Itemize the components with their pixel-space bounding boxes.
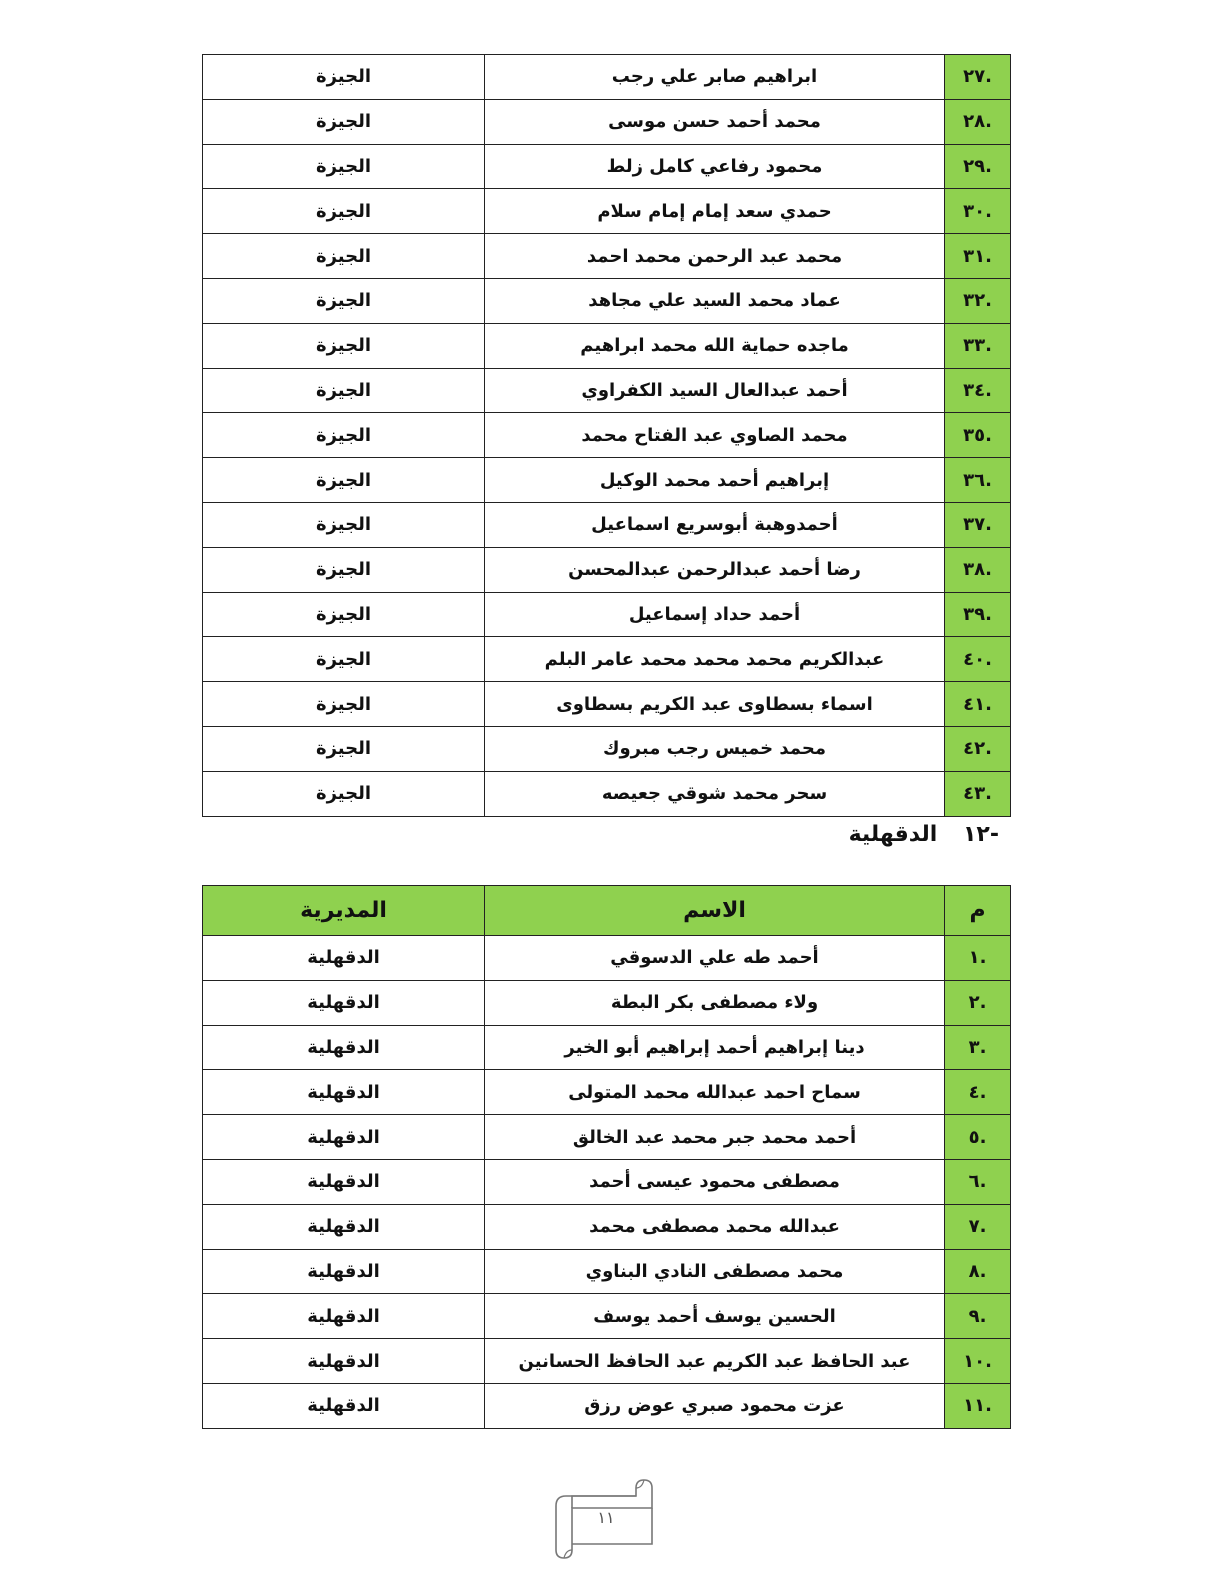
person-name: إبراهيم أحمد محمد الوكيل <box>485 458 945 503</box>
row-number: .٢ <box>945 980 1011 1025</box>
row-number: .٢٨ <box>945 99 1011 144</box>
table-row <box>203 368 1011 413</box>
person-name: ولاء مصطفى بكر البطة <box>485 980 945 1025</box>
directorate: الجيزة <box>203 189 485 234</box>
header-directorate: المديرية <box>203 886 485 936</box>
dakahlia-table <box>202 885 1011 1429</box>
row-number: .١١ <box>945 1383 1011 1428</box>
table-row <box>203 1070 1011 1115</box>
directorate: الجيزة <box>203 637 485 682</box>
table-row <box>203 1294 1011 1339</box>
person-name: عزت محمود صبري عوض رزق <box>485 1383 945 1428</box>
table-row <box>203 1339 1011 1384</box>
table-row <box>203 1383 1011 1428</box>
person-name: أحمد محمد جبر محمد عبد الخالق <box>485 1115 945 1160</box>
table-row <box>203 726 1011 771</box>
table-row <box>203 1025 1011 1070</box>
row-number: .٣٢ <box>945 278 1011 323</box>
table-row <box>203 413 1011 458</box>
table-row <box>203 234 1011 279</box>
person-name: محمد مصطفى النادي البناوي <box>485 1249 945 1294</box>
directorate: الجيزة <box>203 458 485 503</box>
row-number: .١ <box>945 936 1011 981</box>
directorate: الدقهلية <box>203 980 485 1025</box>
row-number: .٣٥ <box>945 413 1011 458</box>
person-name: حمدي سعد إمام إمام سلام <box>485 189 945 234</box>
directorate: الدقهلية <box>203 1249 485 1294</box>
row-number: .٤٢ <box>945 726 1011 771</box>
person-name: سحر محمد شوقي جعيصه <box>485 771 945 816</box>
section-number: -١٢ <box>963 822 999 847</box>
person-name: محمود رفاعي كامل زلط <box>485 144 945 189</box>
header-number: م <box>945 886 1011 936</box>
person-name: عبدالله محمد مصطفى محمد <box>485 1204 945 1249</box>
directorate: الجيزة <box>203 234 485 279</box>
person-name: مصطفى محمود عيسى أحمد <box>485 1159 945 1204</box>
row-number: .٣٩ <box>945 592 1011 637</box>
row-number: .٣١ <box>945 234 1011 279</box>
table-row <box>203 771 1011 816</box>
header-name: الاسم <box>485 886 945 936</box>
section-heading <box>849 822 999 847</box>
giza-table <box>202 54 1011 817</box>
table-row <box>203 1249 1011 1294</box>
page-number-scroll <box>552 1478 660 1560</box>
directorate: الجيزة <box>203 547 485 592</box>
directorate: الدقهلية <box>203 1070 485 1115</box>
person-name: محمد الصاوي عبد الفتاح محمد <box>485 413 945 458</box>
table-row <box>203 1115 1011 1160</box>
person-name: عماد محمد السيد علي مجاهد <box>485 278 945 323</box>
header-row <box>203 886 1011 936</box>
person-name: محمد عبد الرحمن محمد احمد <box>485 234 945 279</box>
row-number: .٩ <box>945 1294 1011 1339</box>
directorate: الجيزة <box>203 144 485 189</box>
person-name: أحمد حداد إسماعيل <box>485 592 945 637</box>
table-row <box>203 502 1011 547</box>
directorate: الدقهلية <box>203 936 485 981</box>
directorate: الجيزة <box>203 368 485 413</box>
directorate: الدقهلية <box>203 1339 485 1384</box>
person-name: رضا أحمد عبدالرحمن عبدالمحسن <box>485 547 945 592</box>
table-row <box>203 99 1011 144</box>
row-number: .٣٤ <box>945 368 1011 413</box>
table-row <box>203 189 1011 234</box>
person-name: ابراهيم صابر علي رجب <box>485 55 945 100</box>
table-row <box>203 278 1011 323</box>
table-row <box>203 1204 1011 1249</box>
directorate: الدقهلية <box>203 1383 485 1428</box>
person-name: عبد الحافظ عبد الكريم عبد الحافظ الحسانين <box>485 1339 945 1384</box>
directorate: الجيزة <box>203 771 485 816</box>
table-row <box>203 547 1011 592</box>
table-row <box>203 936 1011 981</box>
row-number: .٥ <box>945 1115 1011 1160</box>
section-title: الدقهلية <box>848 822 938 847</box>
directorate: الدقهلية <box>203 1159 485 1204</box>
row-number: .٦ <box>945 1159 1011 1204</box>
directorate: الجيزة <box>203 55 485 100</box>
row-number: .٣ <box>945 1025 1011 1070</box>
row-number: .١٠ <box>945 1339 1011 1384</box>
table-row <box>203 1159 1011 1204</box>
directorate: الدقهلية <box>203 1115 485 1160</box>
row-number: .٤١ <box>945 682 1011 727</box>
row-number: .٤٠ <box>945 637 1011 682</box>
row-number: .٢٧ <box>945 55 1011 100</box>
directorate: الدقهلية <box>203 1025 485 1070</box>
directorate: الدقهلية <box>203 1204 485 1249</box>
directorate: الجيزة <box>203 682 485 727</box>
table-row <box>203 637 1011 682</box>
directorate: الجيزة <box>203 323 485 368</box>
person-name: الحسين يوسف أحمد يوسف <box>485 1294 945 1339</box>
table-row <box>203 592 1011 637</box>
table-header <box>203 886 1011 936</box>
person-name: عبدالكريم محمد محمد محمد عامر البلم <box>485 637 945 682</box>
row-number: .٣٣ <box>945 323 1011 368</box>
table-row <box>203 144 1011 189</box>
person-name: ماجده حماية الله محمد ابراهيم <box>485 323 945 368</box>
row-number: .٤ <box>945 1070 1011 1115</box>
row-number: .٣٧ <box>945 502 1011 547</box>
page-number: ١١ <box>597 1508 615 1527</box>
directorate: الجيزة <box>203 278 485 323</box>
directorate: الجيزة <box>203 502 485 547</box>
row-number: .٨ <box>945 1249 1011 1294</box>
row-number: .٣٠ <box>945 189 1011 234</box>
directorate: الجيزة <box>203 413 485 458</box>
person-name: اسماء بسطاوى عبد الكريم بسطاوى <box>485 682 945 727</box>
person-name: محمد أحمد حسن موسى <box>485 99 945 144</box>
table-row <box>203 980 1011 1025</box>
directorate: الجيزة <box>203 592 485 637</box>
row-number: .٧ <box>945 1204 1011 1249</box>
table-row <box>203 55 1011 100</box>
person-name: دينا إبراهيم أحمد إبراهيم أبو الخير <box>485 1025 945 1070</box>
table-row <box>203 682 1011 727</box>
dakahlia-table-body <box>203 936 1011 1429</box>
person-name: أحمد طه علي الدسوقي <box>485 936 945 981</box>
person-name: سماح احمد عبدالله محمد المتولى <box>485 1070 945 1115</box>
person-name: أحمد عبدالعال السيد الكفراوي <box>485 368 945 413</box>
person-name: محمد خميس رجب مبروك <box>485 726 945 771</box>
table-row <box>203 323 1011 368</box>
row-number: .٢٩ <box>945 144 1011 189</box>
directorate: الدقهلية <box>203 1294 485 1339</box>
row-number: .٣٦ <box>945 458 1011 503</box>
row-number: .٤٣ <box>945 771 1011 816</box>
row-number: .٣٨ <box>945 547 1011 592</box>
giza-table-body <box>203 55 1011 817</box>
directorate: الجيزة <box>203 99 485 144</box>
person-name: أحمدوهبة أبوسريع اسماعيل <box>485 502 945 547</box>
table-row <box>203 458 1011 503</box>
directorate: الجيزة <box>203 726 485 771</box>
